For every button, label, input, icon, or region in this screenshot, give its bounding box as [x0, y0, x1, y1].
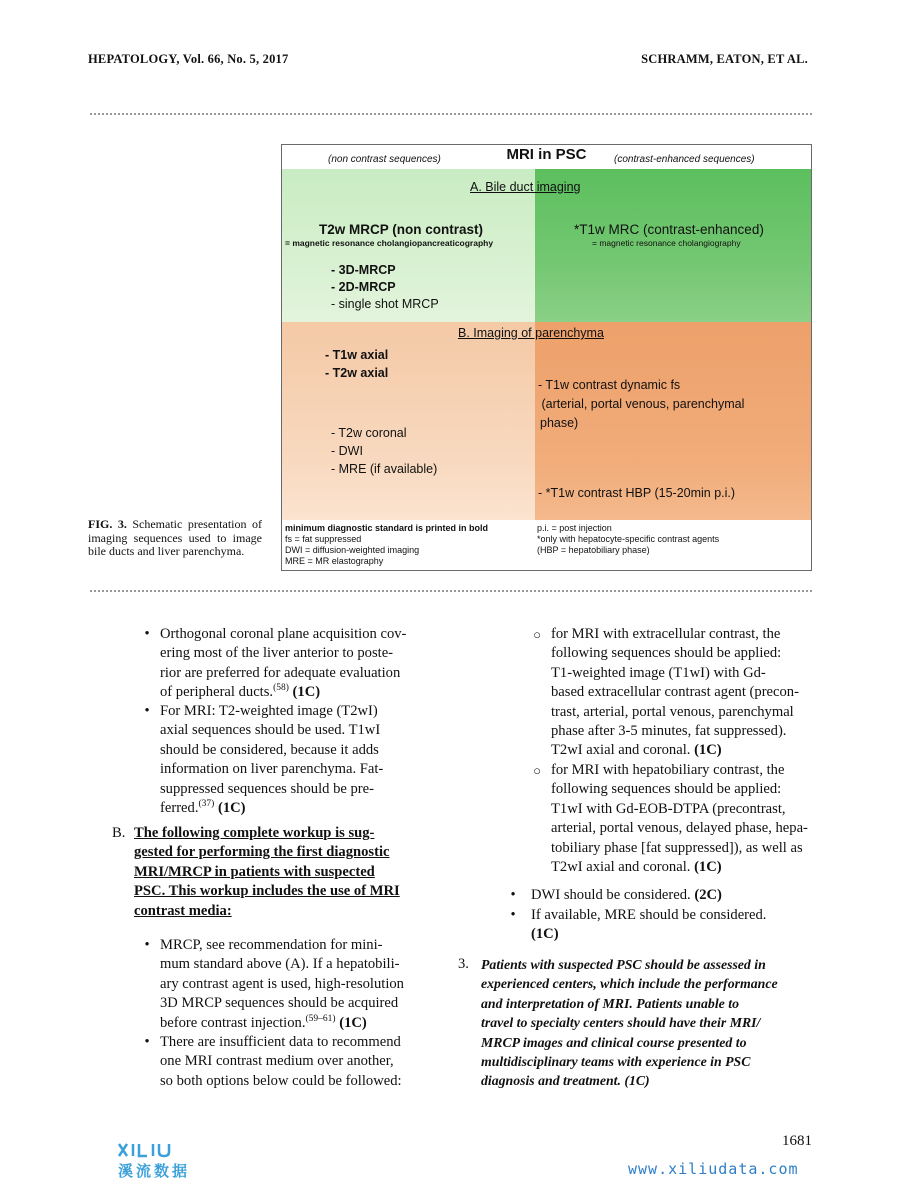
a-left-subtitle: = magnetic resonance cholangiopancreaticography — [285, 238, 494, 248]
b-right-item-dynamic-line2: (arterial, portal venous, parenchymal — [538, 397, 745, 411]
b-left-item-mre: - MRE (if available) — [331, 462, 438, 476]
b-left-item-t1w-axial: - T1w axial — [325, 348, 389, 362]
legend-hepatocyte: *only with hepatocyte-specific contrast agents — [537, 534, 720, 544]
text-line: contrast media: — [134, 902, 232, 919]
text-line: If available, MRE should be considered. — [531, 907, 767, 923]
text-line: ary contrast agent is used, high-resolution — [160, 975, 404, 992]
text-line: ering most of the liver anterior to poste- — [160, 645, 394, 662]
text-line: for MRI with extracellular contrast, the — [551, 626, 781, 642]
figure-mri-in-psc — [281, 144, 812, 571]
bullet-dot: • — [144, 703, 150, 719]
a-left-title: T2w MRCP (non contrast) — [319, 222, 484, 237]
text-line: phase after 3-5 minutes, fat suppressed). — [551, 723, 787, 740]
text-line: MRCP, see recommendation for mini- — [160, 937, 383, 953]
grade-label: (1C) — [292, 684, 321, 701]
bullet-dot: • — [144, 626, 150, 642]
caption-label: FIG. 3. — [88, 517, 127, 531]
text-line: trast, arterial, portal venous, parenchymal — [551, 703, 794, 720]
text-line: diagnosis and treatment. (1C) — [481, 1073, 650, 1089]
b-left-item-dwi: - DWI — [331, 444, 363, 458]
legend-fs: fs = fat suppressed — [285, 534, 362, 544]
ref-superscript: (58) — [273, 683, 289, 694]
bullet-circle: ○ — [533, 627, 541, 642]
grade-label: (1C) — [339, 1014, 367, 1031]
item-orthogonal-coronal — [160, 625, 441, 703]
ref-superscript: (59–61) — [305, 1013, 336, 1024]
bullet-dot: • — [510, 907, 516, 923]
text-line: T2wI axial and coronal. (1C) — [551, 742, 722, 759]
text-line: suppressed sequences should be pre- — [160, 780, 374, 797]
a-left-item-3d-mrcp: - 3D-MRCP — [331, 263, 396, 277]
text-line: T2wI axial and coronal. (1C) — [551, 859, 722, 876]
legend-pi: p.i. = post injection — [537, 523, 612, 533]
dotted-divider-bottom — [90, 590, 812, 592]
footer-url-link[interactable]: www.xiliudata.com — [628, 1160, 799, 1178]
text-line: The following complete workup is sug- — [134, 825, 375, 841]
text-line: axial sequences should be used. T1wI — [160, 722, 381, 739]
b-left-item-t2w-coronal: - T2w coronal — [331, 426, 407, 440]
panel-parenchyma-noncontrast — [282, 322, 535, 520]
page-number: 1681 — [782, 1133, 812, 1149]
b-right-item-dynamic-line3: phase) — [540, 416, 579, 430]
text-line: experienced centers, which include the performance — [481, 976, 778, 992]
dotted-divider-top — [90, 113, 812, 115]
b-right-item-dynamic-line1: - T1w contrast dynamic fs — [538, 378, 681, 392]
text-line: tobiliary phase [fat suppressed]), as well as — [551, 839, 803, 856]
item-mre — [531, 906, 812, 945]
item-mrcp — [160, 936, 441, 1033]
item-dwi: DWI should be considered. (2C) — [531, 887, 722, 903]
grade-label: (2C) — [694, 887, 722, 903]
item-insufficient-data — [160, 1033, 441, 1091]
text-line: and interpretation of MRI. Patients unable to — [481, 995, 739, 1011]
text-line: for MRI with hepatobiliary contrast, the — [551, 762, 785, 778]
figure-subtitle-left: (non contrast sequences) — [328, 154, 441, 165]
grade-label: (1C) — [694, 859, 722, 876]
text-line: information on liver parenchyma. Fat- — [160, 761, 384, 778]
a-right-subtitle: = magnetic resonance cholangiography — [592, 238, 741, 248]
text-line: of peripheral ducts.$^{(58)}$ (1C) — [160, 683, 321, 701]
legend-mre: MRE = MR elastography — [285, 556, 384, 566]
a-right-title: *T1w MRC (contrast-enhanced) — [574, 222, 764, 237]
section-b-label: B. — [112, 825, 126, 841]
figure-subtitle-right: (contrast-enhanced sequences) — [614, 154, 755, 165]
grade-label: (1C) — [694, 742, 722, 759]
ref-superscript: (37) — [198, 799, 215, 810]
a-left-item-2d-mrcp: - 2D-MRCP — [331, 280, 396, 294]
bullet-dot: • — [510, 887, 516, 903]
text-line: Patients with suspected PSC should be assessed in — [481, 957, 766, 972]
item-t2-weighted — [160, 702, 441, 818]
text-line: ferred.$^{(37)}$ (1C) — [160, 799, 246, 817]
figure-header — [282, 145, 811, 169]
section-a-heading: A. Bile duct imaging — [470, 180, 581, 194]
a-left-item-single-shot: - single shot MRCP — [331, 297, 439, 311]
figure-caption — [88, 518, 262, 559]
xiliu-logo-text: 溪流数据 — [118, 1162, 191, 1180]
text-line: one MRI contrast medium over another, — [160, 1053, 394, 1070]
bullet-dot: • — [144, 1034, 150, 1050]
text-line: arterial, portal venous, delayed phase, hepa- — [551, 820, 808, 837]
text-line: There are insufficient data to recommend — [160, 1034, 401, 1050]
text-line: Orthogonal coronal plane acquisition cov- — [160, 626, 407, 642]
text-line: gested for performing the first diagnostic — [134, 844, 390, 861]
text-line: For MRI: T2-weighted image (T2wI) — [160, 703, 378, 719]
text-line: PSC. This workup includes the use of MRI — [134, 883, 400, 900]
b-left-item-t2w-axial: - T2w axial — [325, 366, 389, 380]
item-hepatobiliary-contrast — [551, 761, 812, 877]
text-line: MRCP images and clinical course presented to — [481, 1034, 747, 1050]
text-line: travel to specialty centers should have their MRI/ — [481, 1015, 761, 1031]
text-line: before contrast injection.$^{(59-61)}$ (1C) — [160, 1013, 367, 1031]
text-line: T1wI with Gd-EOB-DTPA (precontrast, — [551, 800, 786, 817]
legend-bold-note: minimum diagnostic standard is printed in bold — [285, 523, 489, 533]
grade-label: (1C) — [217, 800, 246, 817]
text-line: multidisciplinary teams with experience in PSC — [481, 1054, 751, 1070]
grade-label: (1C) — [531, 926, 559, 943]
text-line: based extracellular contrast agent (precon- — [551, 684, 799, 701]
text-line: T1-weighted image (T1wI) with Gd- — [551, 664, 766, 681]
bullet-dot: • — [144, 937, 150, 953]
text-line: following sequences should be applied: — [551, 781, 782, 798]
legend-hbp: (HBP = hepatobiliary phase) — [537, 545, 650, 555]
text-line: MRI/MRCP in patients with suspected — [134, 863, 375, 880]
caption-text: Schematic presentation of imaging sequences used to image bile ducts and liver parenchyma. — [88, 517, 262, 558]
text-line: so both options below could be followed: — [160, 1072, 402, 1089]
section-b-heading: B. Imaging of parenchyma — [458, 326, 604, 340]
section-b-heading — [134, 824, 441, 921]
b-right-item-hbp: - *T1w contrast HBP (15-20min p.i.) — [538, 486, 736, 500]
text-line: rior are preferred for adequate evaluation — [160, 664, 401, 681]
legend-dwi: DWI = diffusion-weighted imaging — [285, 545, 420, 555]
figure-title: MRI in PSC — [506, 146, 587, 163]
recommendation-number: 3. — [458, 956, 469, 972]
recommendation-3 — [481, 955, 812, 1091]
running-header-authors: SCHRAMM, EATON, ET AL. — [641, 52, 808, 66]
running-header-journal: HEPATOLOGY, Vol. 66, No. 5, 2017 — [88, 52, 289, 66]
text-line: mum standard above (A). If a hepatobili- — [160, 956, 400, 973]
text-line: following sequences should be applied: — [551, 645, 782, 662]
item-extracellular-contrast — [551, 625, 812, 761]
bullet-circle: ○ — [533, 763, 541, 778]
text-line: should be considered, because it adds — [160, 741, 379, 758]
text-line: 3D MRCP sequences should be acquired — [160, 995, 399, 1012]
